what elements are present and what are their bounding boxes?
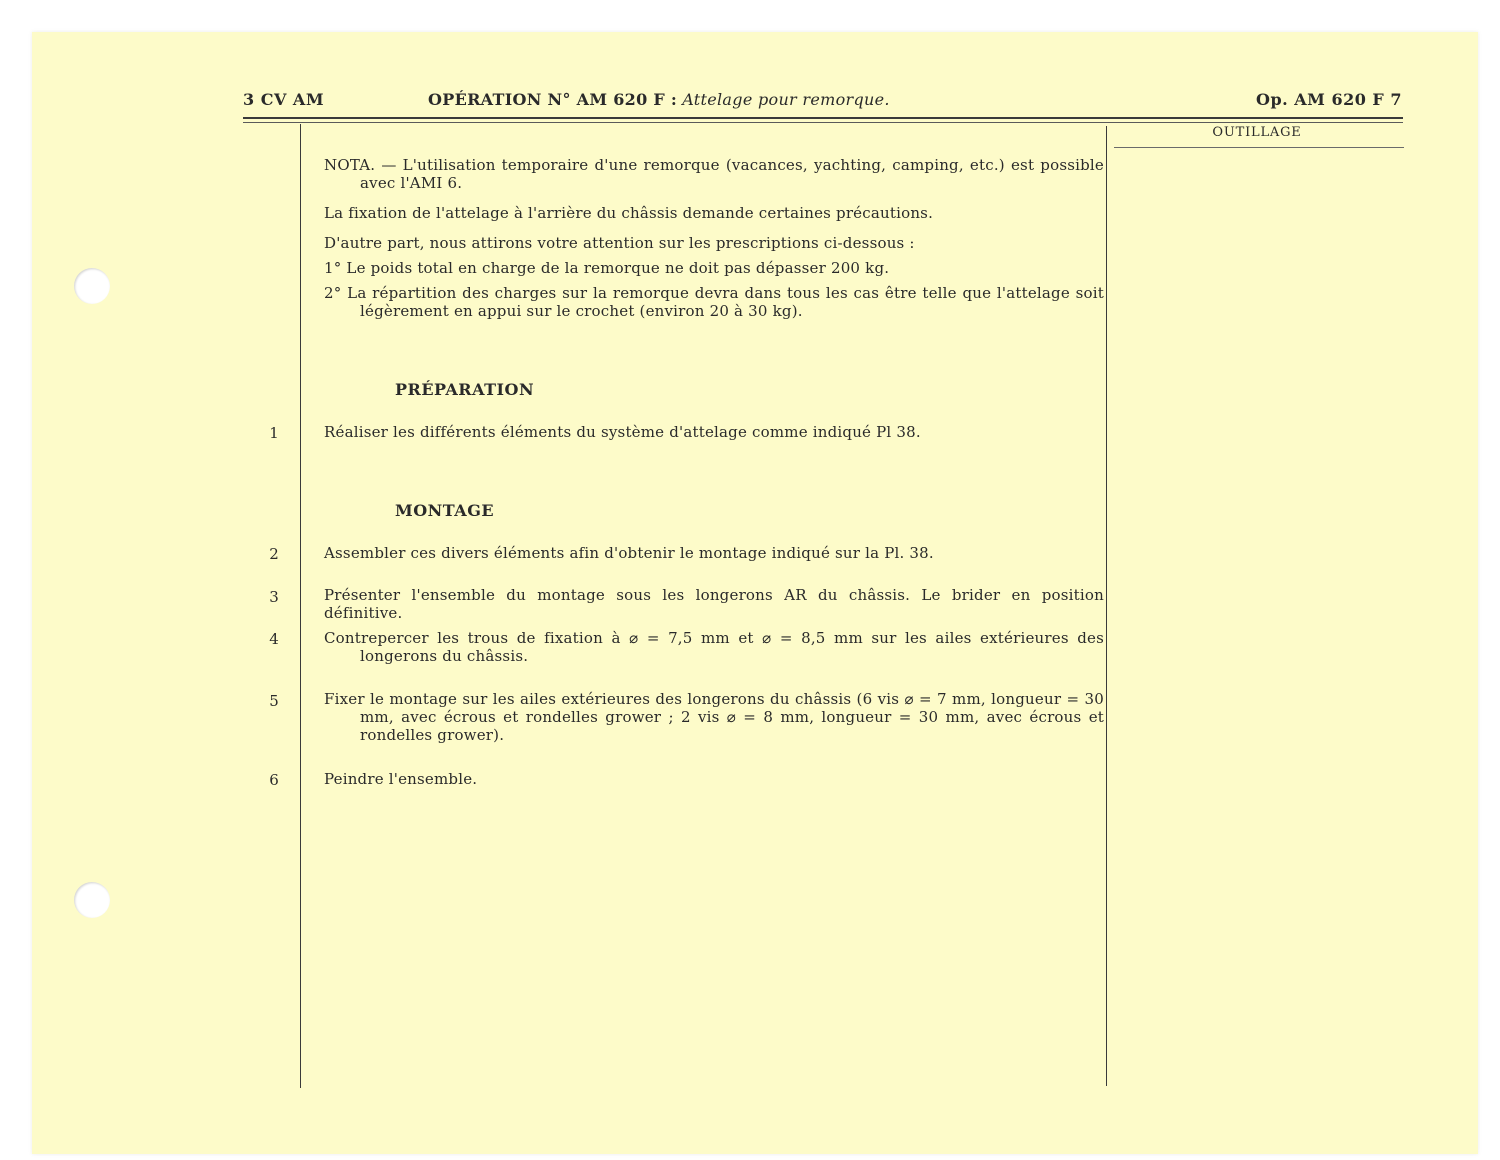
header-model: 3 CV AM <box>243 90 325 109</box>
fixation-paragraph: La fixation de l'attelage à l'arrière du châssis demande certaines précautions. <box>324 204 934 222</box>
attention-paragraph: D'autre part, nous attirons votre attention sur les prescriptions ci-dessous : <box>324 234 915 252</box>
step-text: Contrepercer les trous de fixation à ⌀ = 7,5 mm et ⌀ = 8,5 mm sur les ailes extérieures des longerons du châssis. <box>324 629 1104 665</box>
header-rule-thin <box>243 122 1403 123</box>
header-operation-number: OPÉRATION N° AM 620 F : <box>428 90 678 109</box>
step-number: 6 <box>269 771 279 789</box>
montage-title: MONTAGE <box>395 501 495 520</box>
header-operation-subject: Attelage pour remorque. <box>682 90 890 109</box>
step-text: Présenter l'ensemble du montage sous les longerons AR du châssis. Le brider en position définitive. <box>324 586 1104 622</box>
nota-paragraph: NOTA. — L'utilisation temporaire d'une remorque (vacances, yachting, camping, etc.) est possible avec l'AMI 6. <box>324 156 1104 192</box>
header-rule <box>243 117 1403 119</box>
tools-column-title: OUTILLAGE <box>1212 125 1302 140</box>
rule-2-paragraph: 2° La répartition des charges sur la remorque devra dans tous les cas être telle que l'attelage soit légèrement en appui sur le crochet (environ 20 à 30 kg). <box>324 284 1104 320</box>
step-number: 1 <box>269 424 279 442</box>
header-page-ref: Op. AM 620 F 7 <box>1256 90 1402 109</box>
step-number: 2 <box>269 545 279 563</box>
document-page <box>32 32 1478 1154</box>
step-text: Fixer le montage sur les ailes extérieures des longerons du châssis (6 vis ⌀ = 7 mm, longueur = 30 mm, avec écrous et rondelles grower ; 2 vis ⌀ = 8 mm, longueur = 30 mm, avec écrous et rondelles grower). <box>324 690 1104 744</box>
step-number-column-divider <box>300 124 301 1088</box>
tools-column-divider <box>1106 126 1107 1086</box>
step-text: Peindre l'ensemble. <box>324 770 478 788</box>
step-number: 5 <box>269 692 279 710</box>
step-text: Réaliser les différents éléments du système d'attelage comme indiqué Pl 38. <box>324 423 921 441</box>
step-number: 3 <box>269 588 279 606</box>
preparation-title: PRÉPARATION <box>395 380 535 399</box>
punch-hole <box>74 882 110 918</box>
tools-column-rule <box>1114 147 1404 148</box>
step-text: Assembler ces divers éléments afin d'obtenir le montage indiqué sur la Pl. 38. <box>324 544 934 562</box>
punch-hole <box>74 268 110 304</box>
step-number: 4 <box>269 630 279 648</box>
header-operation <box>428 90 890 109</box>
rule-1-paragraph: 1° Le poids total en charge de la remorque ne doit pas dépasser 200 kg. <box>324 259 890 277</box>
